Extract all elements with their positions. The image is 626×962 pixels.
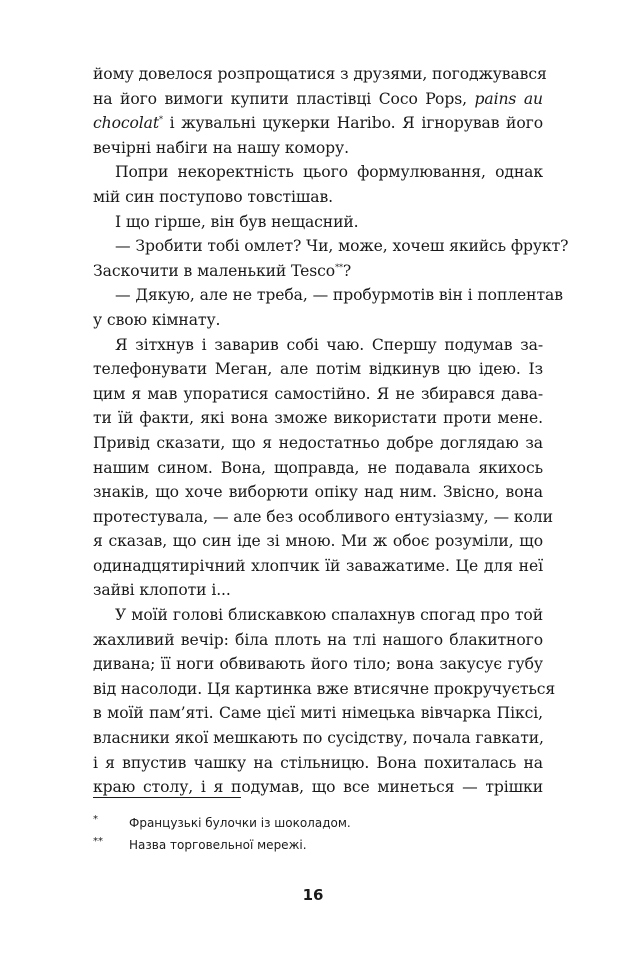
- body-text: [93, 62, 569, 800]
- footnote-item: [93, 812, 543, 834]
- footnote-mark: *: [93, 814, 98, 825]
- text-line: на його вимоги купити пластівці Coco Pops, pains au: [93, 89, 543, 108]
- footnote-divider: [93, 797, 241, 798]
- paragraph: [93, 603, 556, 800]
- footnote-text: Назва торговельної мережі.: [129, 838, 307, 852]
- text-line: У моїй голові блискавкою спалахнув спогад про той: [115, 606, 543, 625]
- paragraph: [93, 333, 553, 604]
- footnotes: [93, 812, 543, 856]
- text-line: Попри некоректність цього формулювання, однак: [115, 163, 543, 182]
- text-line: одинадцятирічний хлопчик їй заважатиме. Це для неї: [93, 556, 543, 575]
- text-line: жахливий вечір: біла плоть на тлі нашого блакитного: [93, 630, 543, 649]
- text-line: — Дякую, але не треба, — пробурмотів він і поплентав: [115, 286, 563, 305]
- text-line: дивана; її ноги обвивають його тіло; вона закусує губу: [93, 655, 543, 674]
- text-line: ти їй факти, які вона зможе використати проти мене.: [93, 409, 543, 428]
- paragraph: [93, 283, 563, 332]
- text-line: йому довелося розпрощатися з друзями, погоджувався: [93, 65, 547, 83]
- text-line: я сказав, що син іде зі мною. Ми ж обоє розуміли, що: [93, 532, 543, 551]
- text-line: — Зробити тобі омлет? Чи, може, хочеш якийсь фрукт?: [115, 237, 569, 256]
- text-line: в моїй пам’яті. Саме цієї миті німецька вівчарка Піксі,: [93, 704, 543, 723]
- text-line: зайві клопоти і...: [93, 581, 231, 600]
- text-line: телефонувати Меган, але потім відкинув цю ідею. Із: [93, 360, 543, 379]
- text-line: протестувала, — але без особливого ентузіазму, — коли: [93, 507, 553, 526]
- text-line: нашим сином. Вона, щоправда, не подавала якихось: [93, 458, 543, 477]
- text-line: І що гірше, він був нещасний.: [115, 212, 359, 231]
- footnote-text: Французькі булочки із шоколадом.: [129, 816, 351, 830]
- text-line: chocolat* і жувальні цукерки Haribo. Я ігнорував його: [93, 114, 543, 133]
- paragraph: [93, 210, 543, 235]
- text-line: і я впустив чашку на стільницю. Вона похиталась на: [93, 753, 543, 772]
- text-line: Я зітхнув і заварив собі чаю. Спершу подумав за-: [115, 335, 543, 354]
- paragraph: [93, 62, 547, 160]
- text-line: від насолоди. Ця картинка вже втисячне прокручується: [93, 679, 556, 698]
- text-line: знаків, що хоче виборюти опіку над ним. Звісно, вона: [93, 483, 543, 502]
- paragraph: [93, 234, 569, 283]
- text-line: Привід сказати, що я недостатньо добре доглядаю за: [93, 433, 543, 452]
- text-line: Заскочити в маленький Tesco**?: [93, 261, 352, 280]
- italic-phrase: pains au: [474, 89, 543, 108]
- text-line: цим я мав упоратися самостійно. Я не збирався дава-: [93, 384, 543, 403]
- footnote-item: [93, 834, 543, 856]
- footnote-ref: **: [335, 262, 343, 272]
- text-line: власники якої мешкають по сусідству, почала гавкати,: [93, 729, 544, 748]
- footnote-ref: *: [159, 115, 163, 125]
- text-line: мій син поступово товстішав.: [93, 187, 334, 206]
- page-number: 16: [302, 886, 324, 904]
- italic-word: chocolat: [93, 114, 160, 133]
- text-line: краю столу, і я подумав, що все минеться — трішки: [93, 778, 543, 797]
- text-line: вечірні набіги на нашу комору.: [93, 138, 349, 157]
- paragraph: [93, 160, 543, 209]
- footnote-mark: **: [93, 836, 103, 847]
- text-line: у свою кімнату.: [93, 310, 221, 329]
